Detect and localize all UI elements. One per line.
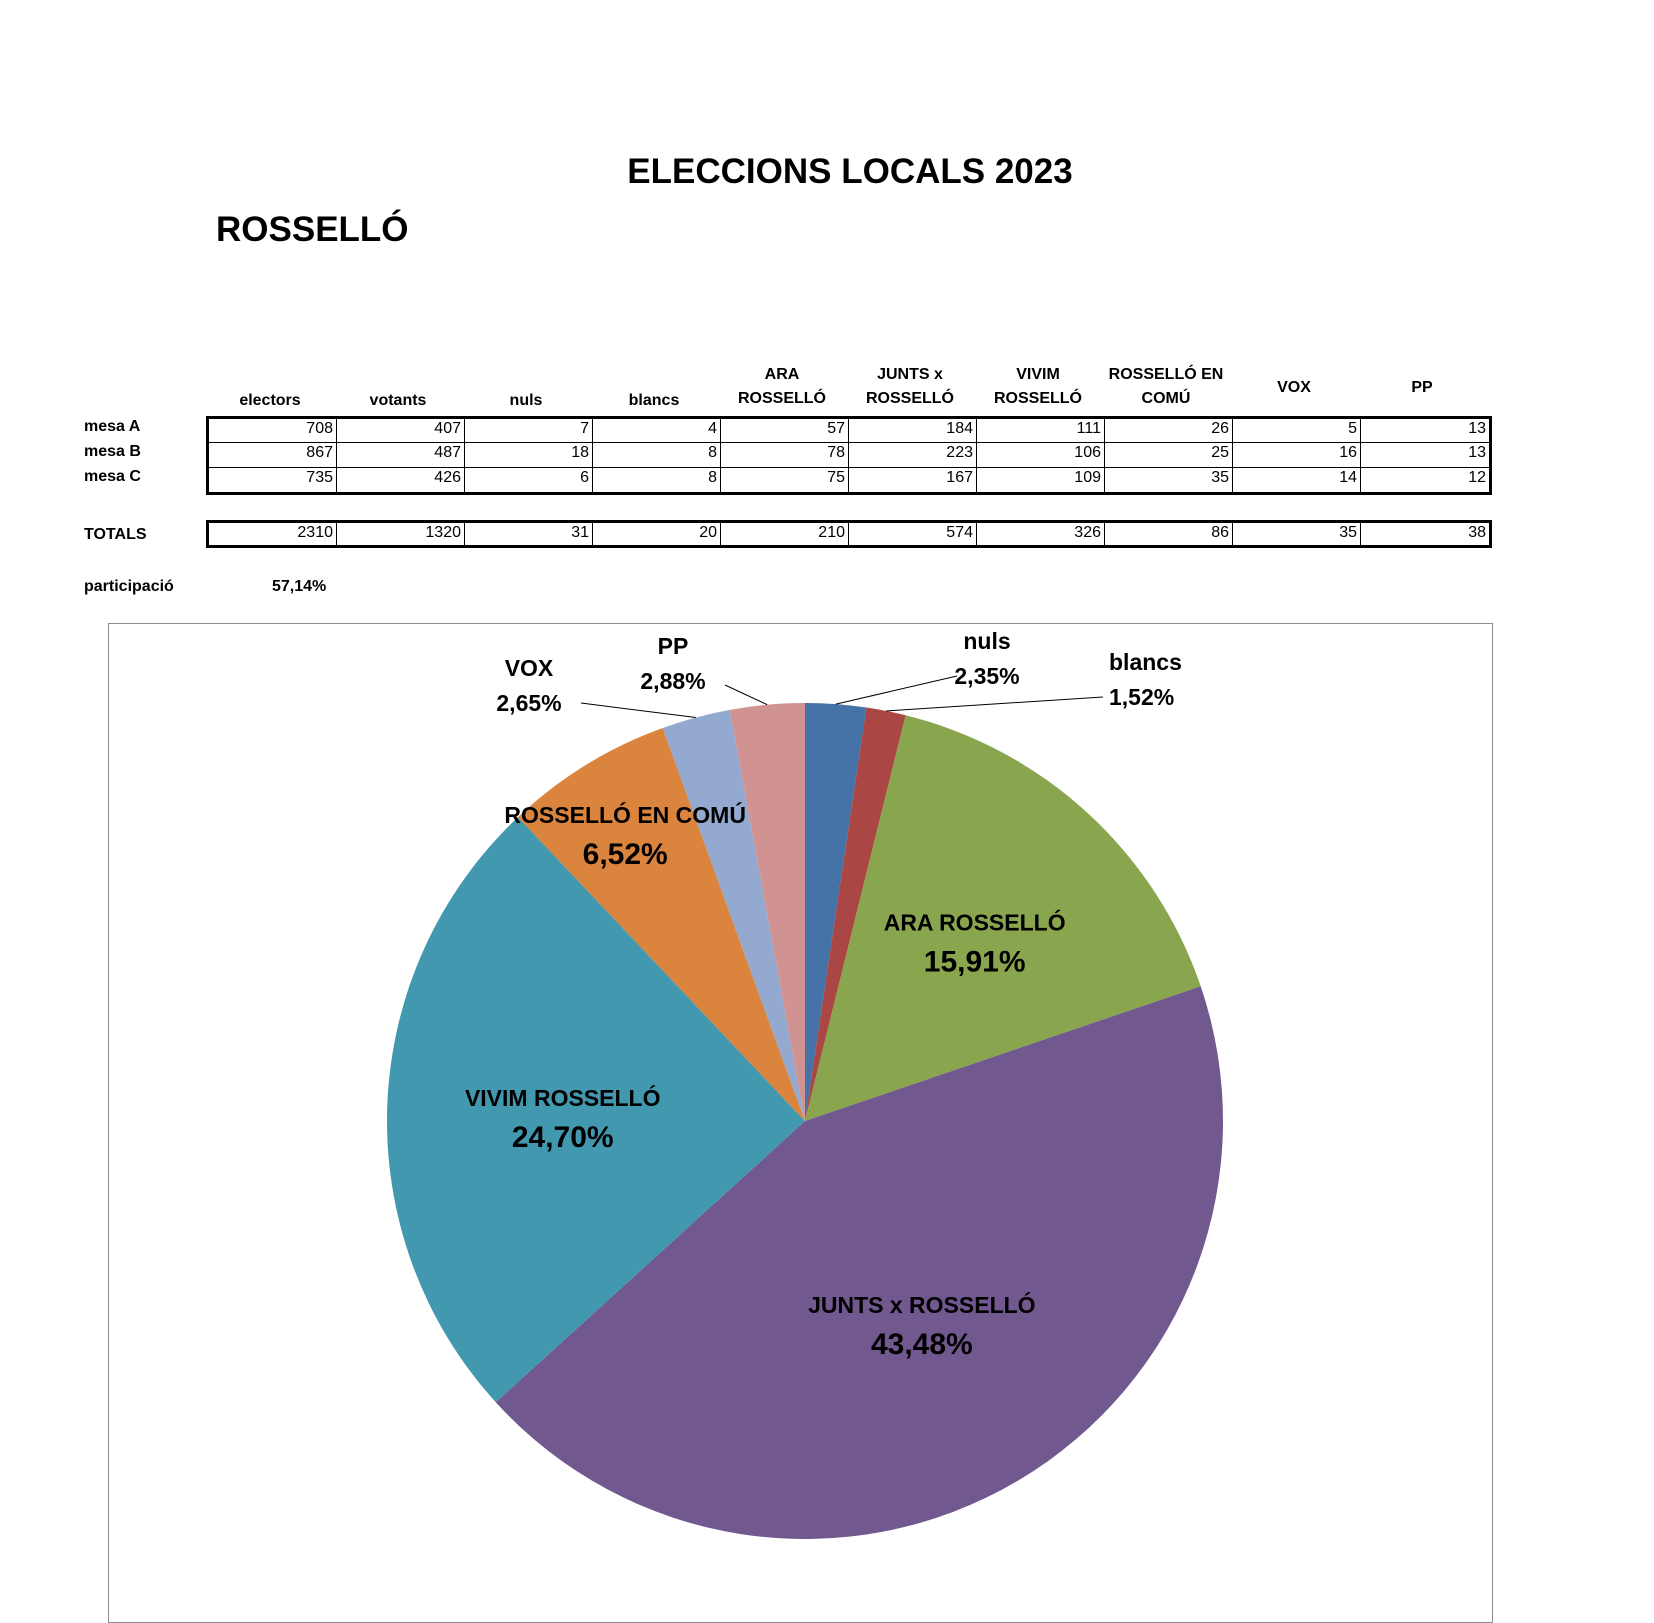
totals-cell: 2310 <box>209 523 337 545</box>
table-cell: 867 <box>209 443 337 466</box>
totals-table <box>206 520 1492 548</box>
leader-line <box>725 685 767 705</box>
table-cell: 12 <box>1468 468 1486 486</box>
table-cell: 35 <box>1105 468 1233 492</box>
leader-line <box>836 676 957 704</box>
table-cell: 167 <box>849 468 977 492</box>
column-header-line: ARA <box>764 366 800 383</box>
slice-label-name: VIVIM ROSSELLÓ <box>464 1084 661 1111</box>
slice-label-name: ROSSELLÓ EN COMÚ <box>504 802 746 829</box>
column-header-line: ROSSELLÓ <box>993 390 1082 407</box>
column-header <box>846 363 974 411</box>
column-header-line: VIVIM <box>1016 366 1060 383</box>
table-cell: 487 <box>337 443 465 466</box>
table-cell: 18 <box>465 443 593 466</box>
totals-cell: 86 <box>1105 523 1233 545</box>
column-header-line: nuls <box>509 392 543 409</box>
table-cell: 14 <box>1233 468 1361 492</box>
slice-label-value: 6,52% <box>582 838 668 872</box>
column-header <box>974 363 1102 411</box>
table-cell: 407 <box>337 419 465 442</box>
table-cell: 26 <box>1105 419 1233 442</box>
slice-label-value: 2,65% <box>496 690 562 716</box>
table-row <box>209 468 1489 492</box>
totals-label: TOTALS <box>84 526 147 543</box>
column-header-line: PP <box>1411 379 1433 396</box>
column-header-line: VOX <box>1277 379 1311 396</box>
leader-line <box>886 697 1103 711</box>
table-cell: 4 <box>593 419 721 442</box>
table-cell: 735 <box>209 468 337 492</box>
column-header <box>590 389 718 413</box>
table-cell: 8 <box>593 468 721 492</box>
slice-label-value: 1,52% <box>1109 684 1175 710</box>
page-title: ELECCIONS LOCALS 2023 <box>627 152 1073 191</box>
totals-cell: 31 <box>465 523 593 545</box>
table-cell: 57 <box>721 419 849 442</box>
totals-cell: 38 <box>1468 524 1486 541</box>
slice-label-value: 2,35% <box>954 663 1020 689</box>
slice-label-name: nuls <box>963 628 1011 654</box>
table-cell: 426 <box>337 468 465 492</box>
totals-cell: 20 <box>593 523 721 545</box>
table-cell: 8 <box>593 443 721 466</box>
column-header-line: ROSSELLÓ EN <box>1108 366 1224 383</box>
column-header-line: votants <box>369 392 427 409</box>
totals-cell: 35 <box>1233 523 1361 545</box>
leader-line <box>581 703 696 718</box>
table-cell: 109 <box>977 468 1105 492</box>
totals-cell: 574 <box>849 523 977 545</box>
table-cell: 13 <box>1468 444 1486 462</box>
table-row <box>209 419 1489 443</box>
slice-label-value: 15,91% <box>923 945 1026 979</box>
column-header-line: electors <box>239 392 301 409</box>
row-label: mesa A <box>84 418 141 435</box>
page-subtitle: ROSSELLÓ <box>216 210 409 249</box>
table-row <box>209 443 1489 467</box>
slice-label-name: JUNTS x ROSSELLÓ <box>808 1292 1036 1319</box>
participation-value: 57,14% <box>272 578 327 595</box>
table-cell: 106 <box>977 443 1105 466</box>
table-cell: 78 <box>721 443 849 466</box>
table-cell: 5 <box>1233 419 1361 442</box>
table-cell: 7 <box>465 419 593 442</box>
table-cell: 16 <box>1233 443 1361 466</box>
table-cell: 184 <box>849 419 977 442</box>
slice-label-name: PP <box>657 633 689 659</box>
table-cell: 111 <box>977 419 1105 442</box>
results-table <box>206 416 1492 495</box>
slice-label-value: 2,88% <box>640 668 706 694</box>
row-label: mesa B <box>84 443 141 460</box>
slice-label-value: 43,48% <box>870 1328 973 1362</box>
table-cell: 25 <box>1105 443 1233 466</box>
pie-chart <box>109 624 1494 1614</box>
column-header <box>718 363 846 411</box>
table-cell: 223 <box>849 443 977 466</box>
table-cell: 6 <box>465 468 593 492</box>
slice-label-name: ARA ROSSELLÓ <box>883 909 1066 936</box>
column-header <box>1358 376 1486 400</box>
column-header-line: COMÚ <box>1141 390 1191 407</box>
column-header <box>1230 376 1358 400</box>
totals-cell: 210 <box>721 523 849 545</box>
slice-label-name: VOX <box>504 655 554 681</box>
table-cell: 708 <box>209 419 337 442</box>
column-header-line: blancs <box>628 392 680 409</box>
column-header <box>334 389 462 413</box>
table-cell: 13 <box>1468 420 1486 437</box>
slice-label-value: 24,70% <box>511 1120 614 1154</box>
column-header <box>1102 363 1230 411</box>
participation-label: participació <box>84 578 174 595</box>
column-header-line: JUNTS x <box>877 366 943 383</box>
column-header <box>206 389 334 413</box>
slice-label-name: blancs <box>1109 649 1182 675</box>
column-header-line: ROSSELLÓ <box>737 390 826 407</box>
chart-area <box>108 623 1493 1623</box>
column-header <box>462 389 590 413</box>
row-label: mesa C <box>84 468 141 485</box>
totals-cell: 326 <box>977 523 1105 545</box>
totals-cell: 1320 <box>337 523 465 545</box>
table-cell: 75 <box>721 468 849 492</box>
column-header-line: ROSSELLÓ <box>865 390 954 407</box>
